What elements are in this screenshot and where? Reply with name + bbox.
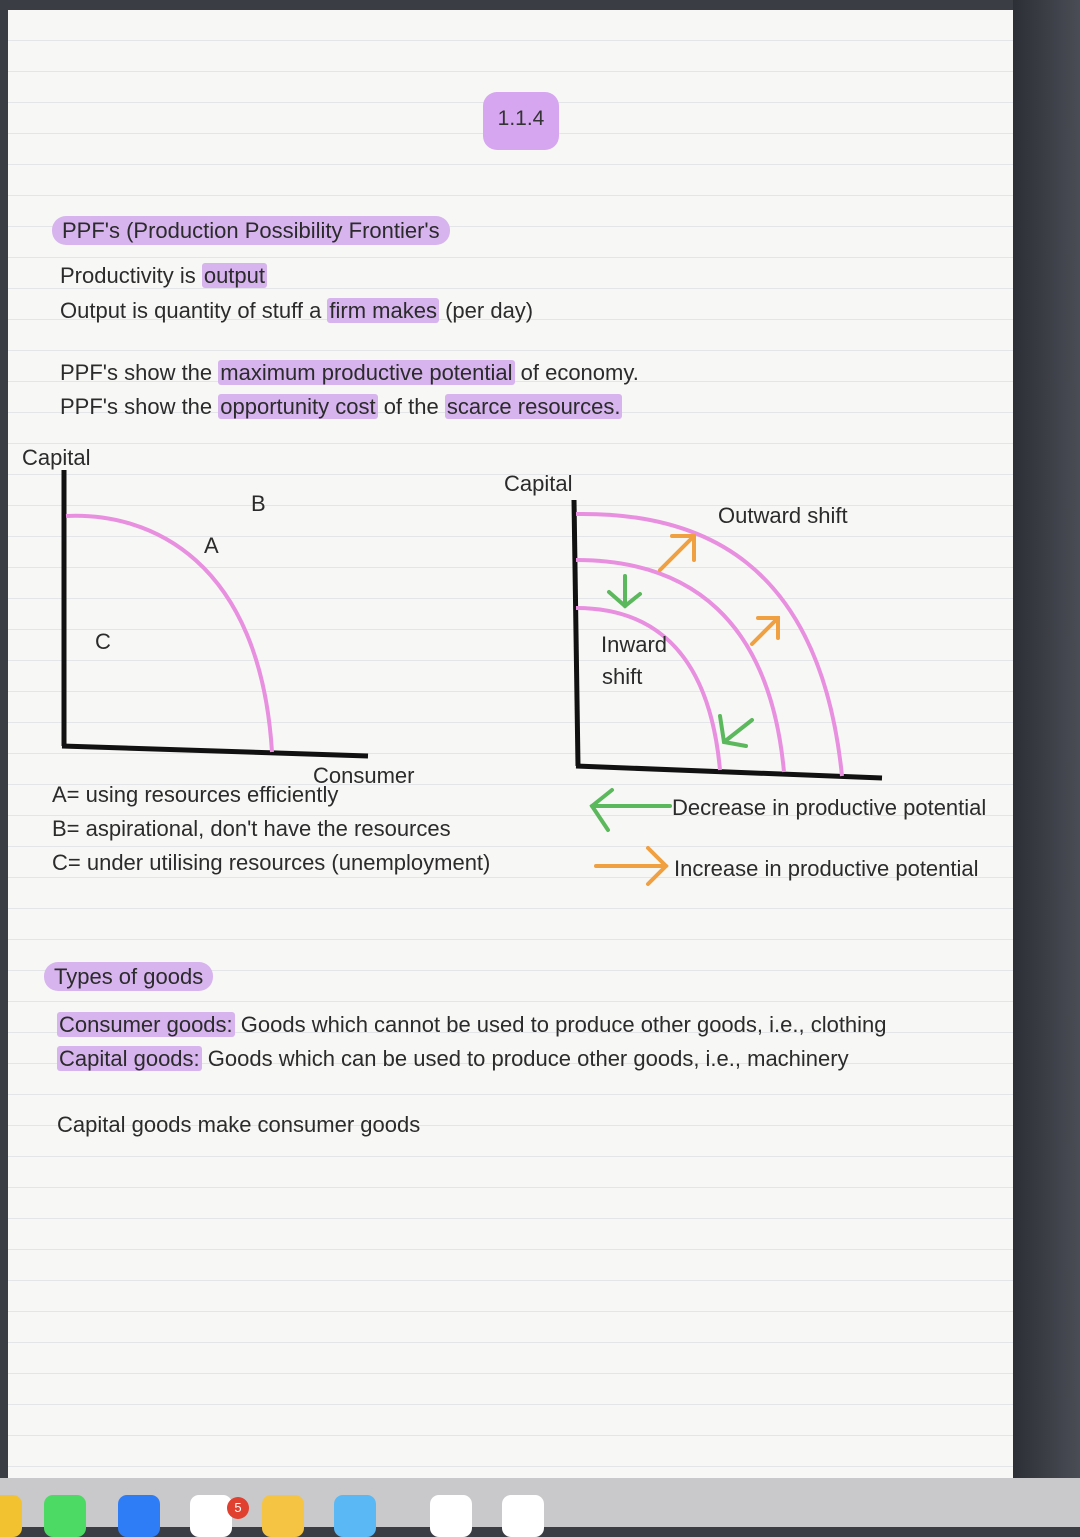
point-a-label: A xyxy=(204,533,219,558)
left-x-axis xyxy=(62,746,368,756)
outward-arrow-1-icon xyxy=(660,536,694,570)
ppf-heading-text: PPF's (Production Possibility Frontier's xyxy=(52,216,450,245)
outward-arrow-2-icon xyxy=(752,618,778,644)
left-y-axis-label: Capital xyxy=(22,445,91,470)
point-c-label: C xyxy=(95,629,111,654)
decrease-arrow-icon xyxy=(592,790,670,830)
notes-app-icon[interactable] xyxy=(0,1495,22,1537)
capital-goods-line xyxy=(57,1046,849,1072)
goods-heading-text: Types of goods xyxy=(44,962,213,991)
highlight-scarce-resources: scarce resources. xyxy=(446,394,621,419)
consumer-goods-definition: Goods which cannot be used to produce other goods, i.e., clothing xyxy=(234,1012,887,1037)
intro-line-4-mid: of the xyxy=(377,394,445,419)
increase-arrow-icon xyxy=(596,848,666,884)
intro-line-2-text: Output is quantity of stuff a xyxy=(60,298,328,323)
right-y-axis-label: Capital xyxy=(504,471,573,496)
section-number-badge: 1.1.4 xyxy=(483,92,559,150)
mail-app-icon[interactable] xyxy=(118,1495,160,1537)
intro-line-4-text: PPF's show the xyxy=(60,394,219,419)
goods-heading xyxy=(44,964,213,990)
inward-shift-label-1: Inward xyxy=(601,632,668,657)
right-x-axis xyxy=(576,766,882,778)
reminders-app-icon[interactable] xyxy=(430,1495,472,1537)
inward-shift-label-2: shift xyxy=(602,664,643,689)
outward-shift-label: Outward shift xyxy=(718,503,848,528)
increase-label: Increase in productive potential xyxy=(674,856,979,881)
photos-app-icon[interactable] xyxy=(502,1495,544,1537)
legend-b: B= aspirational, don't have the resources xyxy=(52,816,451,841)
legend-a: A= using resources efficiently xyxy=(52,782,339,807)
inward-arrow-2-icon xyxy=(720,716,752,746)
left-x-axis-label: Consumer xyxy=(313,763,415,788)
capital-goods-term: Capital goods: xyxy=(59,1046,200,1071)
decrease-label: Decrease in productive potential xyxy=(672,795,987,820)
highlight-opportunity-cost: opportunity cost xyxy=(220,394,376,419)
goods-summary: Capital goods make consumer goods xyxy=(57,1112,421,1137)
notes-yellow-app-icon[interactable] xyxy=(262,1495,304,1537)
highlight-output: output xyxy=(203,263,265,288)
messages-app-icon[interactable] xyxy=(44,1495,86,1537)
highlight-max-potential: maximum productive potential xyxy=(220,360,513,385)
notification-badge: 5 xyxy=(227,1497,249,1519)
files-app-icon[interactable] xyxy=(334,1495,376,1537)
intro-line-3-text: PPF's show the xyxy=(60,360,219,385)
consumer-goods-term: Consumer goods: xyxy=(59,1012,233,1037)
right-ppf-diagram xyxy=(504,471,986,884)
intro-line-1-text: Productivity is xyxy=(60,263,202,288)
point-b-label: B xyxy=(251,491,266,516)
intro-line-2-end: (per day) xyxy=(438,298,534,323)
legend-c: C= under utilising resources (unemployment) xyxy=(52,850,491,875)
right-y-axis xyxy=(574,500,578,766)
inward-arrow-1-icon xyxy=(609,576,640,606)
highlight-firm-makes: firm makes xyxy=(329,298,437,323)
intro-line-3-end: of economy. xyxy=(514,360,639,385)
left-ppf-diagram xyxy=(22,445,414,788)
consumer-goods-line xyxy=(57,1012,887,1038)
capital-goods-definition: Goods which can be used to produce other goods, i.e., machinery xyxy=(201,1046,849,1071)
calendar-app-icon[interactable] xyxy=(190,1495,232,1537)
